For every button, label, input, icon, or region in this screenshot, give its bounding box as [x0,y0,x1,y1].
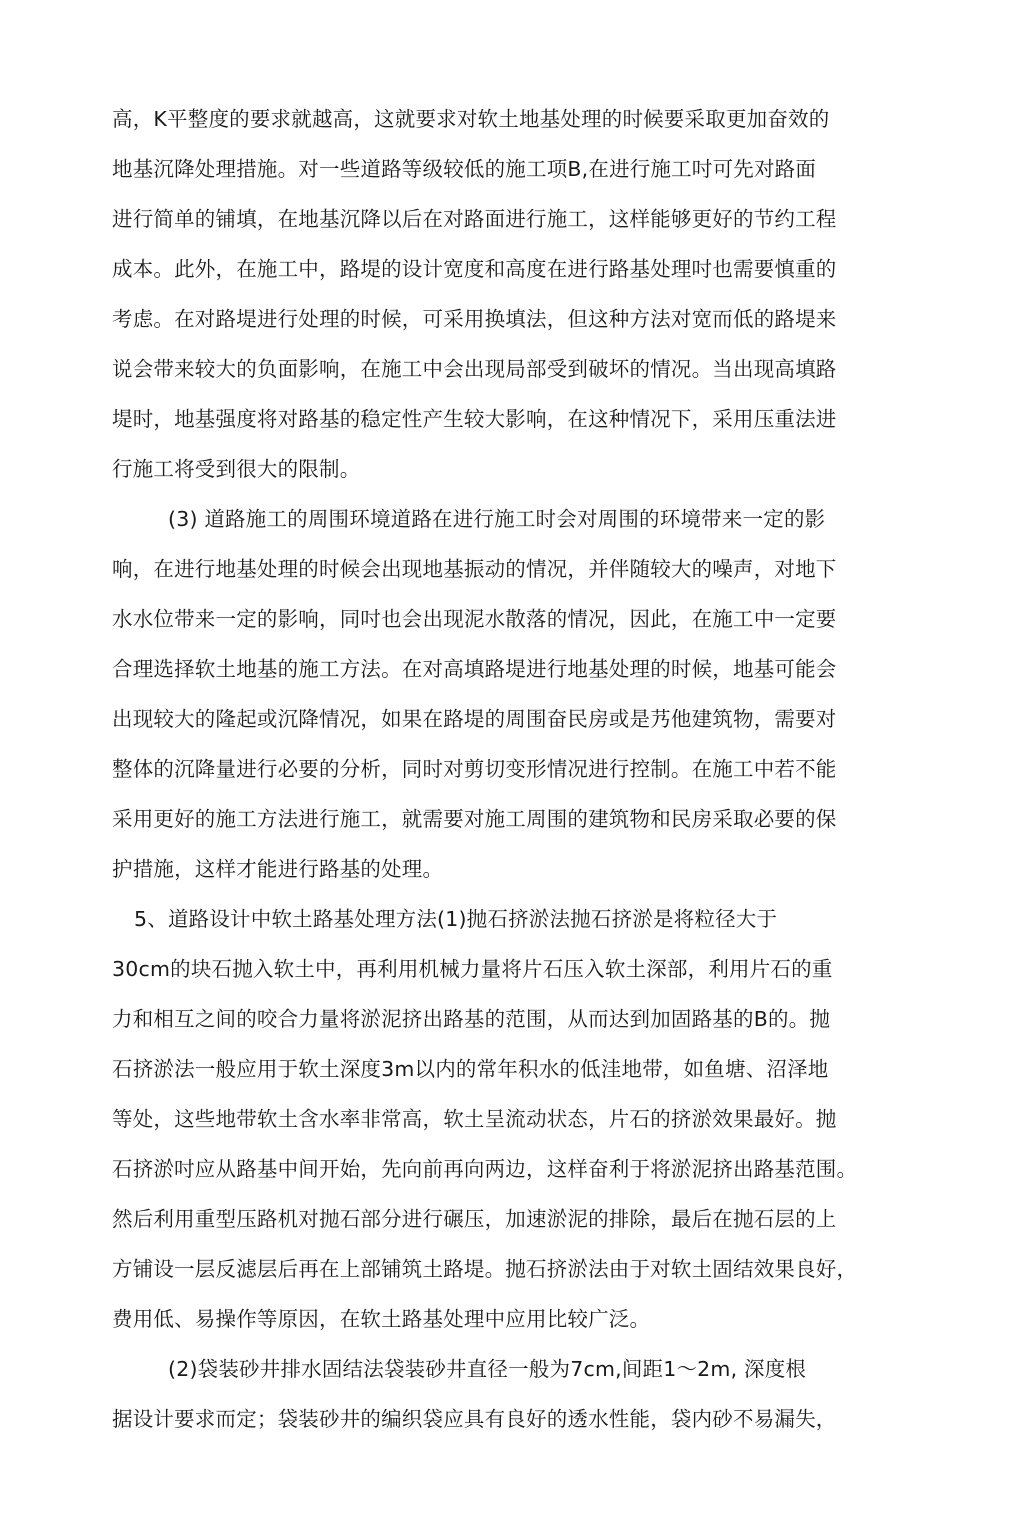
text-line: 成本。此外，在施工中，路堤的设计宽度和高度在进行路基处理吋也需要慎重的 [112,257,837,281]
text-line: 响，在进行地基处理的时候会出现地基振动的情况，并伴随较大的噪声，对地下 [112,557,837,581]
text-line: 力和相互之间的咬合力量将淤泥挤出路基的范围，从而达到加固路基的B的。抛 [112,1007,831,1031]
text-line: 等处，这些地带软土含水率非常高，软土呈流动状态，片石的挤淤效果最好。抛 [112,1107,837,1131]
text-line: 费用低、易操作等原因，在软土路基处理中应用比较广泛。 [112,1307,651,1331]
text-line: 合理选择软土地基的施工方法。在对高填路堤进行地基处理的时候，地基可能会 [112,657,837,681]
text-line: 高，K平整度的要求就越高，这就要求对软土地基处理的时候要采取更加奋效的 [112,107,830,131]
text-line: 行施工将受到很大的限制。 [112,457,361,481]
text-line: 石挤淤吋应从路基中间开始，先向前再向两边，这样奋利于将淤泥挤出路基范围。 [112,1157,858,1181]
paragraph-start-line: (2)袋装砂井排水固结法袋装砂井直径一般为7cm,间距1〜2m, 深度根 [168,1357,807,1381]
text-line: 说会带来较大的负面影响，在施工中会出现局部受到破坏的情况。当出现高填路 [112,357,837,381]
text-line: 30cm的块石抛入软土中，再利用机械力量将片石压入软土深部，利用片石的重 [112,957,833,981]
text-line: 堤时，地基强度将对路基的稳定性产生较大影响，在这种情况下，采用压重法进 [112,407,837,431]
text-line: 整体的沉降量进行必要的分析，同时对剪切变形情况进行控制。在施工中若不能 [112,757,837,781]
paragraph-start-line: 5、道路设计中软土路基处理方法(1)抛石挤淤法抛石挤淤是将粒径大于 [134,907,778,931]
text-line: 采用更好的施工方法进行施工，就需要对施工周围的建筑物和民房采取必要的保 [112,807,837,831]
text-line: 出现较大的隆起或沉降情况，如果在路堤的周围奋民房或是艿他建筑物，需要对 [112,707,837,731]
text-line: 进行简单的铺填，在地基沉降以后在对路面进行施工，这样能够更好的节约工程 [112,207,837,231]
text-line: 方铺设一层反滤层后再在上部铺筑土路堤。抛石挤淤法由于对软土固结效果良好， [112,1257,858,1281]
text-line: 护措施，这样才能进行路基的处理。 [112,857,444,881]
text-line: 地基沉降处理措施。对一些道路等级较低的施工项B,在进行施工吋可先对路面 [112,157,817,181]
paragraph-start-line: (3) 道路施工的周围环境道路在进行施工时会对周围的环境带来一定的影 [168,507,826,531]
text-line: 石挤淤法一般应用于软土深度3m以内的常年积水的低洼地带，如鱼塘、沼泽地 [112,1057,829,1081]
text-line: 然后利用重型压路机对抛石部分进行碾压，加速淤泥的排除，最后在抛石层的上 [112,1207,837,1231]
text-line: 水水位带来一定的影响，同吋也会出现泥水散落的情况，因此，在施工中一定要 [112,607,837,631]
text-line: 据设计要求而定；袋装砂井的编织袋应具有良好的透水性能，袋内砂不易漏失， [112,1407,837,1431]
text-line: 考虑。在对路堤进行处理的时候，可采用换填法，但这种方法对宽而低的路堤来 [112,307,837,331]
